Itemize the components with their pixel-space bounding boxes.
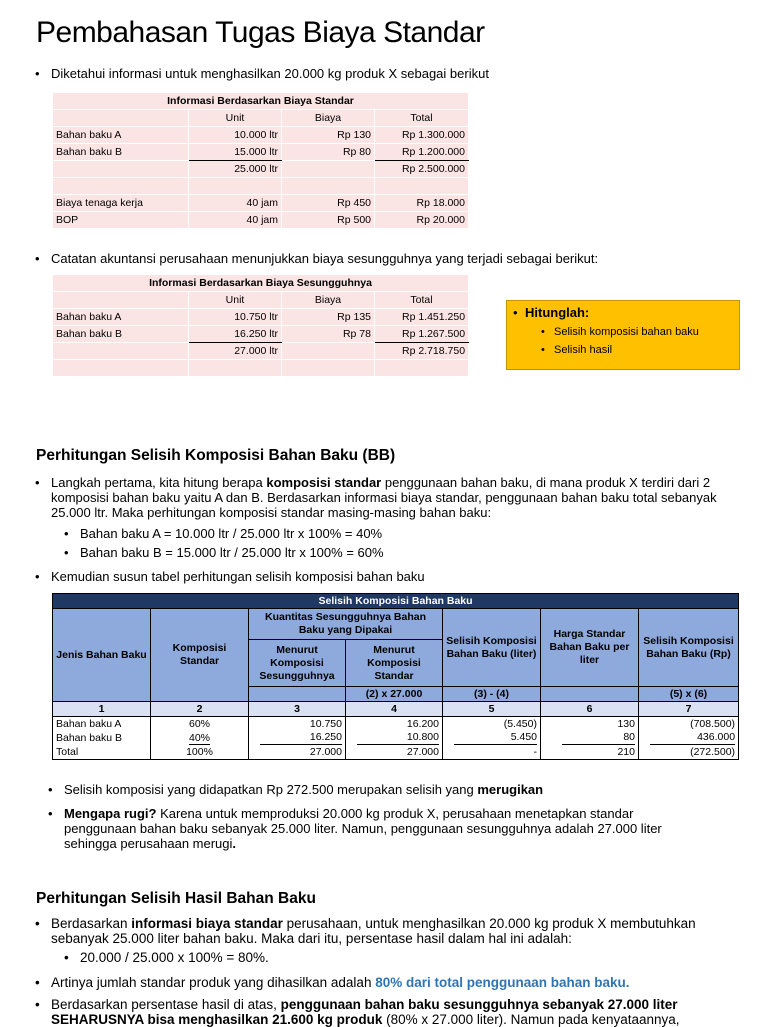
- col-number: 7: [639, 702, 739, 717]
- text-bold-segment: .: [232, 836, 237, 851]
- sub-bullet-b: [64, 545, 384, 560]
- row-label: [53, 178, 189, 195]
- row-total: Rp 20.000: [375, 212, 469, 229]
- text-segment: Karena untuk memproduksi 20.000 kg produk X, perusahaan menetapkan standar: [156, 806, 634, 821]
- intro-text-actual: Catatan akuntansi perusahaan menunjukkan biaya sesungguhnya yang terjadi sebagai berikut:: [51, 251, 599, 266]
- header-kuantitas: Kuantitas Sesungguhnya Bahan Baku yang Dipakai: [249, 609, 443, 640]
- row-label: Bahan baku B: [53, 326, 189, 343]
- text-bold-segment: merugikan: [477, 782, 544, 797]
- row-unit: 10.750 ltr: [189, 309, 282, 326]
- row-biaya: [282, 343, 375, 360]
- bullet-dot: •: [35, 251, 40, 266]
- row-total: Rp 1.451.250: [375, 309, 469, 326]
- sub-bullet-persentase: [64, 950, 269, 965]
- text-line: 25.000 ltr. Maka perhitungan komposisi standar masing-masing bahan baku:: [51, 505, 492, 520]
- komposisi-table-title: Selisih Komposisi Bahan Baku: [53, 594, 739, 609]
- paragraph-berdasarkan-standar: [35, 916, 696, 946]
- cell-jenis: Bahan baku A: [53, 717, 151, 732]
- bullet-dot: •: [64, 545, 69, 560]
- row-biaya: [282, 161, 375, 178]
- page-title: Pembahasan Tugas Biaya Standar: [36, 16, 485, 49]
- bullet-dot: •: [541, 326, 545, 338]
- formula-col5: (3) - (4): [443, 687, 541, 702]
- row-total: Rp 1.300.000: [375, 127, 469, 144]
- komposisi-table: [52, 593, 739, 760]
- sub-bullet-text: Bahan baku B = 15.000 ltr / 25.000 ltr x 100% = 60%: [80, 545, 384, 560]
- paragraph-persentase-hasil: [35, 997, 680, 1027]
- actual-cost-table: [52, 274, 469, 377]
- text-highlight-segment: 80% dari total penggunaan bahan baku.: [375, 975, 630, 990]
- col-header-unit: Unit: [189, 292, 282, 309]
- cell-c6: 80: [562, 731, 635, 745]
- text-bold-segment: SEHARUSNYA bisa menghasilkan 21.600 kg produk: [51, 1012, 383, 1027]
- text-line: komposisi bahan baku yaitu A dan B. Berdasarkan informasi biaya standar, penggunaan bahan baku total sebanyak: [51, 490, 717, 505]
- text-segment: sehingga perusahaan merugi: [64, 836, 233, 851]
- table-row: [53, 212, 469, 229]
- bullet-dot: •: [48, 806, 53, 821]
- sub-bullet-a: [64, 526, 383, 541]
- row-total: Rp 2.500.000: [375, 161, 469, 178]
- intro-bullet-standard: [35, 66, 489, 81]
- cell-jenis: Total: [53, 745, 151, 760]
- bullet-dot: •: [48, 782, 53, 797]
- header-menurut-sesungguhnya: Menurut Komposisi Sesungguhnya: [249, 640, 346, 687]
- text-bold-segment: penggunaan bahan baku sesungguhnya sebanyak 27.000 liter: [280, 997, 678, 1012]
- row-unit: [189, 178, 282, 195]
- header-menurut-standar: Menurut Komposisi Standar: [346, 640, 443, 687]
- text-segment: Langkah pertama, kita hitung berapa: [51, 475, 267, 490]
- row-total: Rp 1.200.000: [375, 144, 469, 161]
- sub-bullet-text: Bahan baku A = 10.000 ltr / 25.000 ltr x 100% = 40%: [80, 526, 383, 541]
- header-komposisi: Komposisi Standar: [151, 609, 249, 702]
- row-total: [375, 360, 469, 377]
- standard-cost-table: [52, 92, 469, 229]
- hitunglah-heading: Hitunglah:: [525, 305, 590, 320]
- cell-c5: 5.450: [454, 731, 537, 745]
- text-segment: (80% x 27.000 liter). Namun pada kenyataannya,: [382, 1012, 680, 1027]
- cell-c3: 16.250: [260, 731, 342, 745]
- row-biaya: Rp 80: [282, 144, 375, 161]
- row-label: [53, 360, 189, 377]
- cell-c4: 10.800: [357, 731, 439, 745]
- bullet-dot: •: [35, 997, 40, 1012]
- sub-bullet-text: 20.000 / 25.000 x 100% = 80%.: [80, 950, 269, 965]
- bullet-dot: •: [35, 916, 40, 931]
- row-label: [53, 343, 189, 360]
- bullet-dot: •: [513, 305, 518, 320]
- text-bold-segment: Mengapa rugi?: [64, 806, 157, 821]
- row-unit: 27.000 ltr: [189, 343, 282, 360]
- col-number: 5: [443, 702, 541, 717]
- section-heading-komposisi: Perhitungan Selisih Komposisi Bahan Baku (BB): [36, 447, 396, 464]
- paragraph-susun-tabel: [35, 569, 425, 584]
- row-label: Biaya tenaga kerja: [53, 195, 189, 212]
- row-label: Bahan baku A: [53, 127, 189, 144]
- note-mengapa-rugi: [48, 806, 662, 851]
- text-segment: penggunaan bahan baku, di mana produk X terdiri dari 2: [381, 475, 711, 490]
- row-unit: 25.000 ltr: [189, 161, 282, 178]
- paragraph-artinya: [35, 975, 630, 990]
- header-selisih-liter: Selisih Komposisi Bahan Baku (liter): [443, 609, 541, 687]
- header-selisih-rp: Selisih Komposisi Bahan Baku (Rp): [639, 609, 739, 687]
- row-unit: 40 jam: [189, 195, 282, 212]
- bullet-dot: •: [35, 66, 40, 81]
- table-row: [53, 360, 469, 377]
- cell-c7: (272.500): [639, 745, 739, 760]
- row-biaya: Rp 450: [282, 195, 375, 212]
- row-biaya: Rp 500: [282, 212, 375, 229]
- bullet-dot: •: [64, 526, 69, 541]
- cell-c6: 130: [541, 717, 639, 732]
- row-biaya: Rp 78: [282, 326, 375, 343]
- row-unit: 16.250 ltr: [189, 326, 282, 343]
- bullet-dot: •: [35, 475, 40, 490]
- col-header-unit: Unit: [189, 110, 282, 127]
- actual-table-title: Informasi Berdasarkan Biaya Sesungguhnya: [53, 275, 469, 292]
- table-row: [53, 731, 739, 745]
- hitung-item: Selisih hasil: [554, 344, 613, 356]
- cell-komposisi: 100%: [151, 745, 249, 760]
- cell-c4: 27.000: [346, 745, 443, 760]
- table-row: [53, 127, 469, 144]
- text-segment: Berdasarkan: [51, 916, 132, 931]
- text-segment: Berdasarkan persentase hasil di atas,: [51, 997, 281, 1012]
- hitung-item: Selisih komposisi bahan baku: [554, 326, 699, 338]
- formula-col7: (5) x (6): [639, 687, 739, 702]
- standard-table-title: Informasi Berdasarkan Biaya Standar: [53, 93, 469, 110]
- table-row: [53, 178, 469, 195]
- intro-text-standard: Diketahui informasi untuk menghasilkan 20.000 kg produk X sebagai berikut: [51, 66, 489, 81]
- bullet-dot: •: [541, 344, 545, 356]
- col-header-total: Total: [375, 292, 469, 309]
- cell-c4: 16.200: [346, 717, 443, 732]
- row-label: BOP: [53, 212, 189, 229]
- table-row: [53, 745, 739, 760]
- col-number: 6: [541, 702, 639, 717]
- row-biaya: Rp 130: [282, 127, 375, 144]
- row-total: Rp 18.000: [375, 195, 469, 212]
- col-number: 2: [151, 702, 249, 717]
- col-number: 1: [53, 702, 151, 717]
- note-merugikan: [48, 782, 544, 797]
- cell-c3: 27.000: [249, 745, 346, 760]
- table-row: [53, 343, 469, 360]
- text-bold-segment: informasi biaya standar: [131, 916, 283, 931]
- col-header-biaya: Biaya: [282, 292, 375, 309]
- col-header-biaya: Biaya: [282, 110, 375, 127]
- text-bold-segment: komposisi standar: [266, 475, 382, 490]
- table-row: [53, 309, 469, 326]
- text-line: penggunaan bahan baku sebanyak 25.000 liter. Namun, penggunaan sesungguhnya adalah 27.000 liter: [64, 821, 662, 836]
- row-label: [53, 161, 189, 178]
- cell-c5: (5.450): [443, 717, 541, 732]
- intro-bullet-actual: [35, 251, 599, 266]
- row-unit: 40 jam: [189, 212, 282, 229]
- table-row: [53, 717, 739, 732]
- row-total: [375, 178, 469, 195]
- table-row: [53, 144, 469, 161]
- cell-komposisi: 40%: [188, 731, 210, 744]
- cell-c3: 10.750: [249, 717, 346, 732]
- text-segment: Kemudian susun tabel perhitungan selisih komposisi bahan baku: [51, 569, 425, 584]
- cell-jenis: Bahan baku B: [53, 731, 151, 745]
- cell-c6: 210: [541, 745, 639, 760]
- row-biaya: Rp 135: [282, 309, 375, 326]
- row-unit: 10.000 ltr: [189, 127, 282, 144]
- row-label: Bahan baku A: [53, 309, 189, 326]
- header-jenis: Jenis Bahan Baku: [53, 609, 151, 702]
- paragraph-langkah-pertama: [35, 475, 751, 520]
- row-total: Rp 1.267.500: [375, 326, 469, 343]
- table-row: [53, 326, 469, 343]
- text-segment: Artinya jumlah standar produk yang dihasilkan adalah: [51, 975, 376, 990]
- bullet-dot: •: [35, 975, 40, 990]
- bullet-dot: •: [64, 950, 69, 965]
- hitunglah-box: [506, 300, 740, 370]
- cell-c7: 436.000: [650, 731, 735, 745]
- row-unit: [189, 360, 282, 377]
- table-row: [53, 161, 469, 178]
- text-segment: Selisih komposisi yang didapatkan Rp 272.500 merupakan selisih yang: [64, 782, 478, 797]
- row-biaya: [282, 360, 375, 377]
- formula-col4: (2) x 27.000: [346, 687, 443, 702]
- cell-c5: -: [443, 745, 541, 760]
- cell-c7: (708.500): [639, 717, 739, 732]
- section-heading-hasil: Perhitungan Selisih Hasil Bahan Baku: [36, 890, 316, 907]
- col-number: 3: [249, 702, 346, 717]
- col-number: 4: [346, 702, 443, 717]
- bullet-dot: •: [35, 569, 40, 584]
- row-label: Bahan baku B: [53, 144, 189, 161]
- text-line: sebanyak 25.000 liter bahan baku. Maka dari itu, persentase hasil dalam hal ini adalah:: [51, 931, 572, 946]
- cell-komposisi: 60%: [151, 717, 249, 732]
- col-header-total: Total: [375, 110, 469, 127]
- table-row: [53, 195, 469, 212]
- row-total: Rp 2.718.750: [375, 343, 469, 360]
- row-unit: 15.000 ltr: [189, 144, 282, 161]
- header-harga: Harga Standar Bahan Baku per liter: [541, 609, 639, 687]
- row-biaya: [282, 178, 375, 195]
- text-segment: perusahaan, untuk menghasilkan 20.000 kg produk X membutuhkan: [282, 916, 696, 931]
